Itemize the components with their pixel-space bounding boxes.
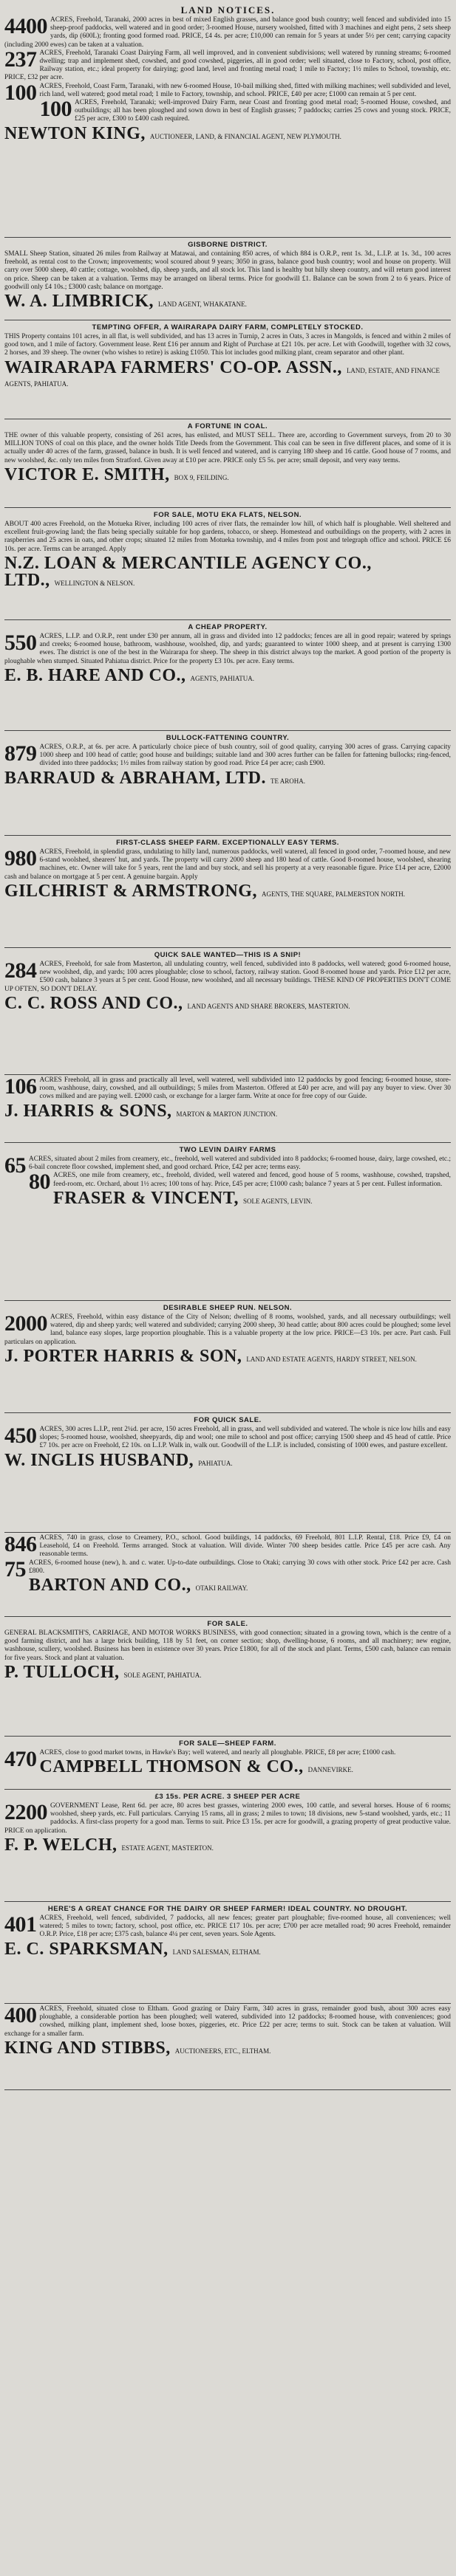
ad-paragraph — [4, 16, 451, 49]
advertiser-signature — [4, 667, 451, 684]
ad-paragraph — [4, 1153, 451, 1178]
advertiser-name: J. PORTER HARRIS & SON, — [4, 1346, 242, 1366]
ad-heading: FOR QUICK SALE. — [194, 1416, 262, 1424]
ad-paragraph — [4, 848, 451, 882]
advertisement — [4, 731, 451, 836]
advertiser-signature — [4, 1452, 451, 1469]
advertisement — [4, 2004, 451, 2090]
advertisement — [4, 508, 451, 620]
advertiser-signature — [4, 1190, 451, 1207]
advertisement — [4, 1902, 451, 2004]
ad-text: GENERAL BLACKSMITH'S, CARRIAGE, AND MOTOR WORKS BUSINESS, with good connection; situated in a growing town, which is the centre of a good farming district, and has a large brick building, 118 by 51 feet, on corner section; shop, dwelling-house, 6 rooms, and all machinery; new engine, washhouse, scullery, woolshed. Business has been in existence over 30 years. Price £1800, for all of the stock and plant. Terms, £500 cash, balance can remain for five years. Stock and plant at valuation. — [4, 1629, 451, 1662]
advertisement — [4, 948, 451, 1075]
advertiser-signature — [4, 883, 451, 900]
advertisement — [4, 1617, 451, 1737]
ad-paragraph — [4, 1313, 451, 1347]
acreage-number: 65 — [4, 1153, 26, 1178]
ad-text: ACRES, 300 acres L.I.P., rent 2¼d. per acre, 150 acres Freehold, all in grass, and well subdivided and watered. The whole is nice low hills and easy slopes; 5-roomed house, woolshed, sheepyards, dip and wool; one mile to school and post office; carrying 1500 sheep and 45 head of cattle. Price £7 10s. per acre on Freehold, £2 10s. on L.I.P. Walk in, walk out. Goodwill of the L.I.P. is included, consisting of 1000 ewes, and pasture excellent. — [39, 1426, 451, 1450]
advertisement — [4, 1533, 451, 1617]
advertisement — [4, 1413, 451, 1533]
ad-heading: FOR SALE, MOTU EKA FLATS, NELSON. — [153, 511, 302, 519]
advertiser-name: WAIRARAPA FARMERS' CO-OP. ASSN., — [4, 357, 342, 377]
advertiser-signature — [4, 293, 451, 310]
ad-text: ACRES, O.R.P., at 6s. per acre. A particularly choice piece of bush country, soil of good quality, carrying 300 acres of grass. Carrying capacity 1000 sheep and 100 head of cattle; good house and buildings; suitable land and 300 acres further can be fallen for fattening bullocks; ring-fenced, divided into three paddocks; 1½ miles from railway station by good road. Price £4 per acre; cash £900. — [39, 743, 451, 768]
ad-heading: HERE'S A GREAT CHANCE FOR THE DAIRY OR SHEEP FARMER! IDEAL COUNTRY. NO DROUGHT. — [47, 1905, 408, 1913]
ad-text: ABOUT 400 acres Freehold, on the Motueka River, including 100 acres of river flats, the remainder low hill, of which half is ploughable. Well sheltered and excellent fruit-growing land; the flats being specially suitable for hop gardens, tobacco, or sheep. Homestead and outbuildings on the property, with 2 acres in raspberries and 25 acres in oats, and other crops; situated 12 miles from Motueka township, and 4 miles from post and telegraph office and school. PRICE £6 10s. per acre. Terms can be arranged. Apply — [4, 521, 451, 553]
acreage-number: 879 — [4, 741, 37, 766]
ad-text: ACRES, Freehold, Taranaki, 2000 acres in best of mixed English grasses, and balance good bush country; well fenced and subdivided into 15 sheep-proof paddocks, well watered and in good order; 3-roomed House, nursery woolshed, fitted with 3 machines and eight pens, 2 sets sheep yards, dip (600L); fronting good formed road. PRICE, £4 4s. per acre; £10,000 can remain for 5 years at under 5½ per cent; carrying capacity (including 2000 ewes) can be taken at a valuation. — [4, 16, 451, 49]
ad-text: SMALL Sheep Station, situated 26 miles from Railway at Matawai, and containing 850 acres, of which 884 is O.R.P., rent 1s. 3d., L.I.P. at 1s. 3d., 100 acres freehold, as rental cost to the Crown; improvements; wool scoured about 9 years; 3050 in grass, balance good bush country; wool and house on property. Will carry over 5000 sheep, 40 cattle; cottage, woolshed, dip, sheep yards, and all stock lot. This land is healthy but hilly sheep country, and will return good interest on price. Sheep can be taken at a valuation. Terms may be arranged on liberal terms. Price for goodwill £1. Balance can be sown from 2 to 6 years. Price of goodwill only £4 10s.; £3000 cash; balance on mortgage. — [4, 250, 451, 291]
ad-paragraph — [4, 80, 451, 105]
page-header: LAND NOTICES. — [180, 4, 276, 16]
acreage-number: 400 — [4, 2004, 37, 2027]
advertiser-address: SOLE AGENT, PAHIATUA. — [123, 1671, 202, 1679]
advertisement — [4, 320, 451, 419]
advertiser-address: TE AROHA. — [270, 777, 305, 785]
advertisement — [4, 836, 451, 948]
ad-text: THIS Property contains 101 acres, in all flat, is well subdivided, and has 13 acres in Turnip, 2 acres in Oats, 3 acres in Mangolds, is fenced and within 2 miles of good town, and 1 mile of factory. Government lease. Rent £16 per annum and Right of Purchase at £21 10s. per acre. Let with Goodwill, together with 32 cows, 2 horses, and 39 sheep. The owner (who wishes to retire) is asking £1050. This lot includes good milking plant, cream separator and other plant. — [4, 333, 451, 357]
ad-paragraph — [4, 2005, 451, 2039]
ad-heading: TWO LEVIN DAIRY FARMS — [179, 1146, 276, 1154]
advertiser-signature — [4, 555, 451, 589]
advertiser-address: AUCTIONEERS, ETC., ELTHAM. — [174, 2047, 271, 2055]
advertiser-name: W. A. LIMBRICK, — [4, 292, 154, 312]
ad-text: ACRES, Freehold, Taranaki Coast Dairying Farm, all well improved, and in convenient subdivisions; well watered by running streams; 6-roomed dwelling; trap and implement shed, cowshed, and good cowshed, piggeries, all in good order; well situated, close to Factory, school, post office, Railway station, etc.; ideal property for dairying; good land, level and fronting metal road; 1 mile to Factory; 1½ miles to School, township, etc. PRICE, £32 per acre. — [4, 49, 451, 82]
ad-paragraph — [4, 521, 451, 554]
advertiser-address: BOX 9, FEILDING. — [174, 473, 229, 481]
ad-text: THE owner of this valuable property, consisting of 261 acres, has enlisted, and MUST SELL. There are, according to Government surveys, from 20 to 30 MILLION TONS of coal on this place, and the owner holds Title Deeds from the Government. This coal can be seen in five different places, and some of it is actually under 40 acres of the farm, grassed, balance in bush. It is well fenced and watered, and is carrying 180 sheep and 16 cattle. Good house of 7 rooms, and new woolshed, &c. only ten miles from Stratford. Given away at £10 per acre. PRICE only £5 5s. per acre; small deposit, and very easy terms. — [4, 432, 451, 464]
advertiser-signature — [4, 464, 451, 484]
acreage-number: 2000 — [4, 1311, 47, 1336]
ad-heading: BULLOCK-FATTENING COUNTRY. — [166, 734, 290, 742]
advertiser-name: F. P. WELCH, — [4, 1835, 118, 1855]
advertiser-address: AUCTIONEER, LAND, & FINANCIAL AGENT, NEW PLYMOUTH. — [149, 132, 341, 140]
advertiser-signature — [4, 2040, 451, 2057]
ad-paragraph — [4, 250, 451, 292]
advertiser-name: BARRAUD & ABRAHAM, LTD. — [4, 768, 266, 788]
advertiser-name: FRASER & VINCENT, — [53, 1188, 239, 1208]
advertisement — [4, 1737, 451, 1790]
ad-paragraph — [4, 1629, 451, 1663]
ad-heading: TEMPTING OFFER, A WAIRARAPA DAIRY FARM, COMPLETELY STOCKED. — [92, 323, 364, 332]
ad-paragraph — [4, 1534, 451, 1559]
advertisement — [4, 238, 451, 320]
advertiser-name: VICTOR E. SMITH, — [4, 464, 170, 484]
advertiser-signature — [4, 1577, 451, 1594]
ad-paragraph — [4, 1914, 451, 1940]
acreage-number: 75 — [4, 1556, 26, 1581]
ad-heading: GISBORNE DISTRICT. — [188, 241, 268, 249]
advertiser-address: LAND, ESTATE, AND FINANCE AGENTS, PAHIATUA. — [4, 366, 440, 388]
ad-text: ACRES, Freehold, Taranaki; well-improved Dairy Farm, near Coast and fronting good metal road; 5-roomed House, cowshed, and outbuildings; all has been ploughed and sown down in best of English grasses; 7 paddocks; carries 25 cows and young stock. PRICE, £25 per acre, £300 to £400 cash required. — [75, 99, 451, 123]
advertiser-signature — [4, 1759, 451, 1776]
advertiser-signature — [4, 123, 451, 143]
advertiser-signature — [4, 1664, 451, 1681]
ad-heading: DESIRABLE SHEEP RUN. NELSON. — [163, 1304, 293, 1312]
ad-text: ACRES, Freehold, in splendid grass, undulating to hilly land, numerous paddocks, well watered, all fenced in good order, 7-roomed house, and new 6-stand woolshed, shearers' hut, and yards. The property will carry 2000 sheep and 180 head of cattle. Good 8-roomed house, woolshed, shearing machines, etc. Owner will take for 5 years, rent the land and buy stock, and sell his property at a very reasonable figure. Price £14 per acre, £2000 cash and balance on mortgage at 5 per cent. A genuine bargain. Apply — [4, 848, 451, 881]
advertisement — [4, 620, 451, 731]
advertiser-address: MARTON & MARTON JUNCTION. — [176, 1110, 278, 1118]
acreage-number: 106 — [4, 1075, 37, 1099]
advertiser-signature — [4, 770, 451, 787]
advertisement — [4, 15, 451, 238]
advertiser-name: J. HARRIS & SONS, — [4, 1101, 172, 1121]
ad-paragraph — [4, 49, 451, 83]
acreage-number: 550 — [4, 631, 37, 655]
ad-heading: FIRST-CLASS SHEEP FARM. EXCEPTIONALLY EASY TERMS. — [116, 839, 339, 847]
advertiser-signature — [4, 1348, 451, 1365]
advertiser-signature — [4, 357, 451, 390]
ad-text: ACRES, Freehold, well fenced, subdivided, 7 paddocks, all new fences; greater part ploughable; five-roomed house, all conveniences; well watered; 5 miles to town; factory, school, post office, etc. PRICE £17 10s. per acre; £700 per acre metalled road; 90 acres Freehold, remainder O.R.P. Price, £18 per acre; £375 cash, balance 4¼ per cent, seven years. Sole Agents. — [39, 1914, 451, 1939]
acreage-number: 401 — [4, 1912, 37, 1937]
advertiser-name: P. TULLOCH, — [4, 1662, 120, 1682]
advertiser-address: AGENTS, THE SQUARE, PALMERSTON NORTH. — [261, 890, 406, 898]
ad-paragraph — [4, 633, 451, 666]
advertisement — [4, 1301, 451, 1413]
acreage-number: 980 — [4, 846, 37, 870]
advertiser-name: GILCHRIST & ARMSTRONG, — [4, 881, 257, 901]
ad-text: ACRES, L.I.P. and O.R.P., rent under £30 per annum, all in grass and divided into 12 paddocks; fences are all in good repair; watered by springs and creeks; 6-roomed house, bathroom, washhouse, woolshed, dip, and yards; guaranteed to winter 1000 sheep, and at present is carrying 1300 ewes. The district is one of the best in the Wairarapa for sheep. The sheep in this district always top the market. A good portion of the property is ploughable when stumped. Situated Pahiatua district. Price for the property £3 10s. per acre. Easy terms. — [4, 633, 451, 665]
acreage-number: 450 — [4, 1423, 37, 1448]
ad-paragraph — [4, 958, 451, 994]
advertiser-address: DANNEVIRKE. — [307, 1766, 353, 1774]
acreage-number: 2200 — [4, 1800, 47, 1824]
ad-heading: FOR SALE. — [207, 1620, 248, 1628]
advertiser-address: LAND AGENT, WHAKATANE. — [157, 300, 247, 309]
ad-paragraph — [4, 1423, 451, 1451]
advertiser-name: KING AND STIBBS, — [4, 2038, 171, 2058]
advertiser-address: OTAKI RAILWAY. — [195, 1584, 248, 1593]
ad-text: ACRES, Freehold, for sale from Masterton, all undulating country, well fenced, subdivided into 8 paddocks, well watered; good 6-roomed house, new woolshed, dip, and yards; 100 acres ploughable; close to school, factory, railway station. Good 8-roomed house and yards. Price £12 per acre, £500 cash, balance 3 years at 5 per cent. Good House, new woolshed, and all necessary buildings. THESE KIND OF PROPERTIES DON'T COME UP OFTEN, SO DON'T DELAY. — [4, 961, 451, 993]
advertiser-address: AGENTS, PAHIATUA. — [190, 674, 254, 682]
advertiser-name: C. C. ROSS AND CO., — [4, 993, 183, 1013]
acreage-number: 4400 — [4, 15, 47, 38]
ad-paragraph — [4, 1556, 451, 1581]
ad-text: ACRES Freehold, all in grass and practically all level, well watered, well subdivided into 12 paddocks by good fencing; 6-roomed house, store-room, washhouse, dairy, cowshed, and all outbuildings; 5 miles from Masterton. Offered at £40 per acre, and will pay any buyer to view. Over 30 cows milked and are paying well. £2000 cash, or exchange for a larger farm. Write at once for free copy of our Guide. — [39, 1076, 451, 1101]
ad-text: ACRES, situated about 2 miles from creamery, etc., freehold, well watered and subdivided into 8 paddocks; 6-roomed house, dairy, large cowshed, etc.; 6-bail concrete floor cowshed, implement shed, and good orchard. Price, £42 per acre; terms easy. — [29, 1155, 451, 1172]
acreage-number: 237 — [4, 47, 37, 72]
advertiser-address: SOLE AGENTS, LEVIN. — [242, 1197, 313, 1205]
ad-paragraph — [4, 333, 451, 358]
ad-paragraph — [4, 1076, 451, 1102]
advertisement — [4, 419, 451, 508]
ad-heading: £3 15s. PER ACRE. 3 SHEEP PER ACRE — [154, 1793, 301, 1801]
ad-paragraph — [4, 99, 451, 124]
advertiser-address: LAND AGENTS AND SHARE BROKERS, MASTERTON. — [187, 1002, 350, 1010]
advertiser-address: ESTATE AGENT, MASTERTON. — [121, 1844, 214, 1852]
ad-text: ACRES, Freehold, situated close to Eltham. Good grazing or Dairy Farm, 340 acres in grass, remainder good bush, about 300 acres easy ploughable, a considerable portion has been ploughed; well watered, subdivided into 12 paddocks; 8-roomed house, with conveniences; good cowshed, milking plant, implement shed, loose boxes, piggeries, etc. Price £22 per acre; terms to suit. Stock can be taken at valuation. Will exchange for a smaller farm. — [4, 2005, 451, 2038]
advertiser-name: E. B. HARE AND CO., — [4, 665, 186, 685]
advertiser-name: CAMPBELL THOMSON & CO., — [39, 1757, 304, 1777]
ad-text: ACRES, close to good market towns, in Hawke's Bay; well watered, and nearly all ploughable. PRICE, £8 per acre; £1000 cash. — [39, 1749, 396, 1756]
acreage-number: 100 — [4, 80, 37, 105]
ad-text: ACRES, 740 in grass, close to Creamery, P.O., school. Good buildings, 14 paddocks, 69 Freehold, 801 L.I.P. Rental, £18. Price £9, £4 on Leasehold, £4 on Freehold. Terms arranged. Stock at valuation. Will divide. Winter 700 sheep besides cattle. Price £45 per acre cash. Any reasonable terms. — [39, 1534, 451, 1559]
advertisement — [4, 1790, 451, 1902]
acreage-number: 846 — [4, 1533, 37, 1556]
ad-paragraph — [4, 432, 451, 465]
ad-text: ACRES, 6-roomed house (new), h. and c. water. Up-to-date outbuildings. Close to Otaki; carrying 30 cows with other stock. Price £42 per acre. Cash £800. — [29, 1559, 451, 1575]
acreage-number: 284 — [4, 958, 37, 983]
advertiser-address: LAND AND ESTATE AGENTS, HARDY STREET, NELSON. — [246, 1355, 417, 1363]
ad-text: ACRES, Freehold, within easy distance of the City of Nelson; dwelling of 8 rooms, woolshed, yards, and all necessary outbuildings; well watered, dip and sheep yards; well watered and subdivided; carrying 2000 sheep, 30 head cattle; about 800 acres could be ploughed; some level land, balance easy slopes, large proportion ploughable. This is a valuable property at the low price. PRICE—£3 10s. per acre. Part cash. Full particulars on application. — [4, 1313, 451, 1346]
ad-heading: FOR SALE—SHEEP FARM. — [179, 1739, 276, 1748]
advertiser-signature — [4, 1837, 451, 1854]
ad-paragraph — [4, 743, 451, 769]
advertiser-signature — [4, 1941, 451, 1958]
advertisement — [4, 1143, 451, 1301]
advertisement — [4, 1075, 451, 1143]
advertiser-name: N.Z. LOAN & MERCANTILE AGENCY CO., LTD., — [4, 553, 372, 590]
ad-text: ACRES, Freehold, Coast Farm, Taranaki, with new 6-roomed House, 10-bail milking shed, fitted with milking machines; well subdivided and level, rich land, well watered; good metal road; 1 mile to Factory, township, and school. PRICE, £40 per acre; £1000 can remain at 5 per cent. — [39, 82, 451, 98]
advertiser-address: WELLINGTON & NELSON. — [54, 579, 135, 587]
advertiser-name: BARTON AND CO., — [29, 1576, 191, 1596]
ad-paragraph — [4, 1802, 451, 1835]
acreage-number: 80 — [29, 1169, 50, 1195]
advertiser-address: PAHIATUA. — [198, 1459, 233, 1467]
acreage-number: 100 — [39, 97, 72, 122]
ad-text: ACRES, one mile from creamery, etc., freehold, divided, well watered and fenced, good house of 5 rooms, washhouse, cowshed, trapshed, feed-room, etc. Orchard, about 1½ acres; 100 tons of hay. Price, £45 per acre; £1000 cash; balance 7 years at 5 per cent. Fullest information. — [53, 1172, 451, 1188]
acreage-number: 470 — [4, 1747, 37, 1771]
advertiser-name: E. C. SPARKSMAN, — [4, 1939, 169, 1959]
advertiser-address: LAND SALESMAN, ELTHAM. — [172, 1948, 261, 1956]
ad-heading: A FORTUNE IN COAL. — [187, 422, 268, 430]
ad-heading: A CHEAP PROPERTY. — [188, 623, 268, 631]
advertiser-name: NEWTON KING, — [4, 123, 146, 143]
advertiser-name: W. INGLIS HUSBAND, — [4, 1450, 194, 1470]
ad-heading: QUICK SALE WANTED—THIS IS A SNIP! — [154, 951, 302, 959]
ad-text: GOVERNMENT Lease, Rent 6d. per acre, 80 acres best grasses, wintering 2000 ewes, 100 cattle, and several horses. House of 6 rooms; woolshed, sheep yards, etc. Full particulars. Carrying 15 rams, all in grass; 2 miles to town; 18 divisions, new 5-stand woolshed, yards, etc.; 11 paddocks. A first-class property for a good man. Terms to suit. Price £3 15s. per acre for goodwill, a grazing property of great productive value. PRICE on application. — [4, 1802, 451, 1835]
advertiser-signature — [4, 995, 451, 1012]
ad-paragraph — [4, 1169, 451, 1195]
advertiser-signature — [4, 1103, 451, 1120]
